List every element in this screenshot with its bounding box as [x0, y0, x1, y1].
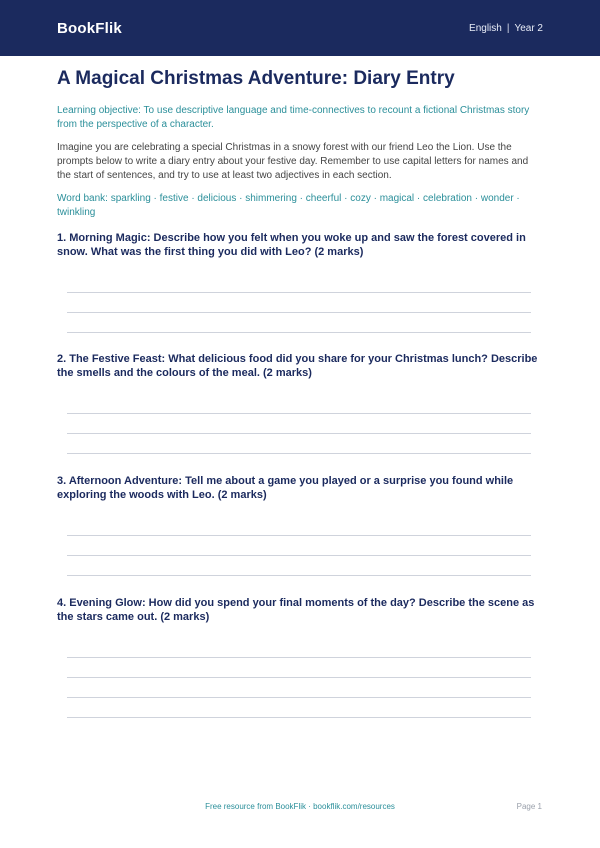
- answer-line[interactable]: [67, 677, 531, 678]
- answer-line[interactable]: [67, 535, 531, 536]
- word-bank: Word bank: sparkling · festive · delicious · shimmering · cheerful · cozy · magical · celebration · wonder · twinkling: [57, 193, 520, 218]
- answer-line[interactable]: [67, 717, 531, 718]
- answer-line[interactable]: [67, 697, 531, 698]
- answer-line[interactable]: [67, 453, 531, 454]
- footer-resource-link[interactable]: Free resource from BookFlik · bookflik.com/resources: [205, 802, 395, 811]
- answer-line[interactable]: [67, 433, 531, 434]
- answer-line[interactable]: [67, 413, 531, 414]
- question-1: 1. Morning Magic: Describe how you felt when you woke up and saw the forest covered in snow. What was the first thing you did with Leo? (2 marks): [57, 232, 526, 258]
- answer-line[interactable]: [67, 292, 531, 293]
- subject-label: English: [469, 22, 502, 34]
- answer-line[interactable]: [67, 555, 531, 556]
- answer-line[interactable]: [67, 575, 531, 576]
- intro-paragraph: Imagine you are celebrating a special Christmas in a snowy forest with our friend Leo the Lion. Use the prompts below to write a diary entry about your festive day. Remember to use capital letters for names and the start of sentences, and try to use at least two adjectives in each section.: [57, 142, 529, 181]
- meta-separator: |: [506, 22, 510, 34]
- brand-logo: BookFlik: [57, 19, 122, 37]
- header-bar: [0, 0, 600, 56]
- intro-section: [57, 62, 543, 220]
- learning-objective: Learning objective: To use descriptive language and time-connectives to recount a fictional Christmas story from the perspective of a character.: [57, 105, 530, 130]
- answer-line[interactable]: [67, 657, 531, 658]
- answer-line[interactable]: [67, 332, 531, 333]
- question-3: 3. Afternoon Adventure: Tell me about a game you played or a surprise you found while exploring the woods with Leo. (2 marks): [57, 475, 514, 501]
- question-4: 4. Evening Glow: How did you spend your final moments of the day? Describe the scene as the stars came out. (2 marks): [57, 597, 535, 623]
- question-2: 2. The Festive Feast: What delicious food did you share for your Christmas lunch? Describe the smells and the colours of the meal. (2 marks): [57, 353, 538, 379]
- page-title: A Magical Christmas Adventure: Diary Entry: [57, 68, 455, 89]
- page-number: Page 1: [516, 802, 542, 811]
- subject-year: [469, 23, 543, 34]
- answer-line[interactable]: [67, 312, 531, 313]
- year-label: Year 2: [514, 22, 543, 34]
